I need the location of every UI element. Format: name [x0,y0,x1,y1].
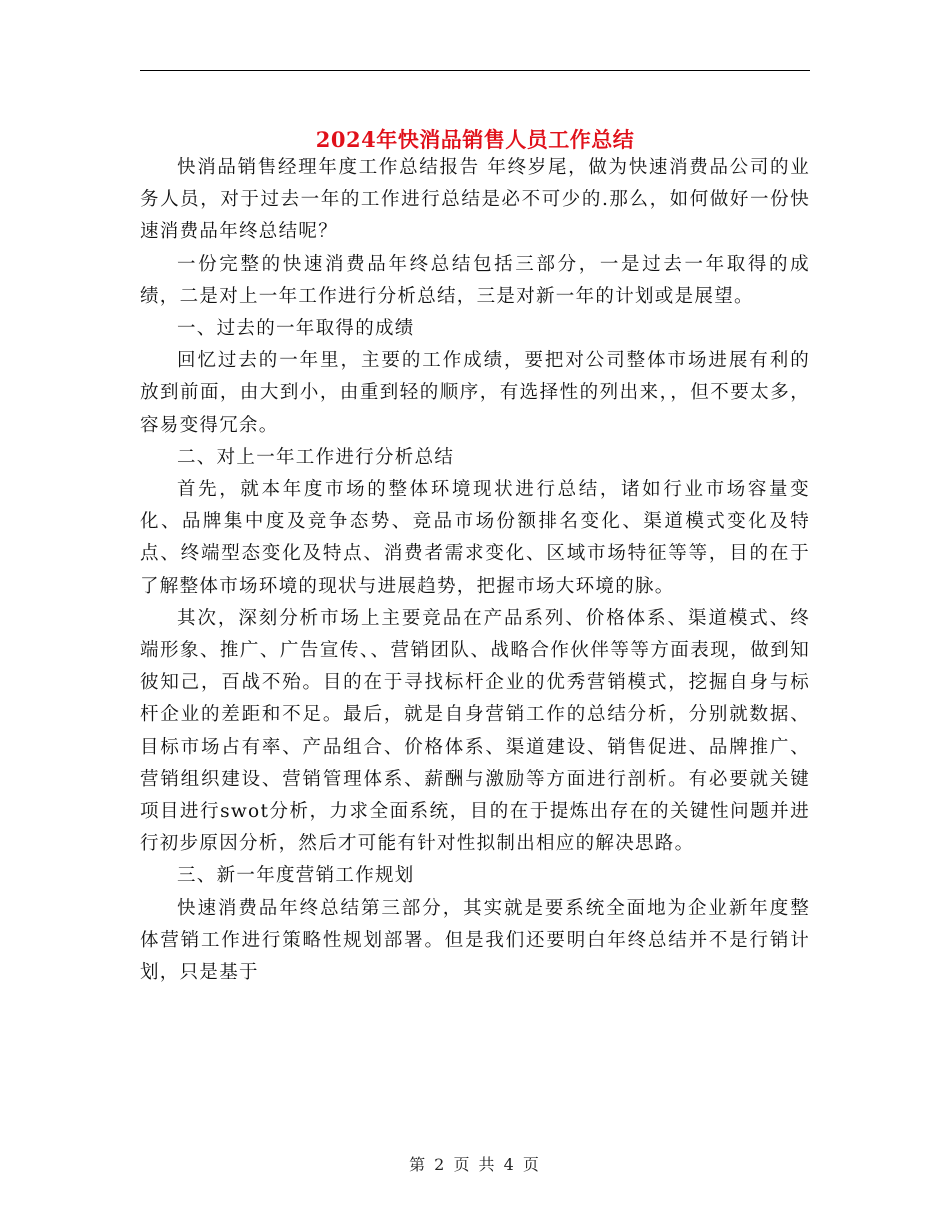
paragraph-competitor-analysis: 其次，深刻分析市场上主要竞品在产品系列、价格体系、渠道模式、终端形象、推广、广告宣传、、营销团队、战略合作伙伴等等方面表现，做到知彼知己，百战不殆。目的在于寻找标杆企业的优秀营销模式，挖掘自身与标杆企业的差距和不足。最后，就是自身营销工作的总结分析，分别就数据、目标市场占有率、产品组合、价格体系、渠道建设、销售促进、品牌推广、营销组织建设、营销管理体系、薪酬与激励等方面进行剖析。有必要就关键项目进行swot分析，力求全面系统，目的在于提炼出存在的关键性问题并进行初步原因分析，然后才可能有针对性拟制出相应的解决思路。 [140,607,810,855]
document-body [140,152,810,989]
header-rule [140,70,810,71]
paragraph-achievements: 回忆过去的一年里，主要的工作成绩，要把对公司整体市场进展有利的放到前面，由大到小，由重到轻的顺序，有选择性的列出来，，但不要太多，容易变得冗余。 [140,350,810,436]
paragraph-intro: 快消品销售经理年度工作总结报告 年终岁尾，做为快速消费品公司的业务人员，对于过去一年的工作进行总结是必不可少的.那么，如何做好一份快速消费品年终总结呢？ [140,157,810,243]
paragraph-planning: 快速消费品年终总结第三部分，其实就是要系统全面地为企业新年度整体营销工作进行策略性规划部署。但是我们还要明白年终总结并不是行销计划，只是基于 [140,897,810,984]
document-title: 2024年快消品销售人员工作总结 [315,127,635,153]
paragraph-market-analysis: 首先，就本年度市场的整体环境现状进行总结，诸如行业市场容量变化、品牌集中度及竞争态势、竞品市场份额排名变化、渠道模式变化及特点、终端型态变化及特点、消费者需求变化、区域市场特征等等，目的在于了解整体市场环境的现状与进展趋势，把握市场大环境的脉。 [140,479,810,597]
page-number-footer: 第 2 页 共 4 页 [409,1155,541,1174]
section-heading-planning: 三、新一年度营销工作规划 [177,865,415,887]
section-heading-achievements: 一、过去的一年取得的成绩 [177,318,415,340]
paragraph-structure: 一份完整的快速消费品年终总结包括三部分，一是过去一年取得的成绩，二是对上一年工作进行分析总结，三是对新一年的计划或是展望。 [140,253,810,307]
section-heading-analysis: 二、对上一年工作进行分析总结 [177,446,455,468]
